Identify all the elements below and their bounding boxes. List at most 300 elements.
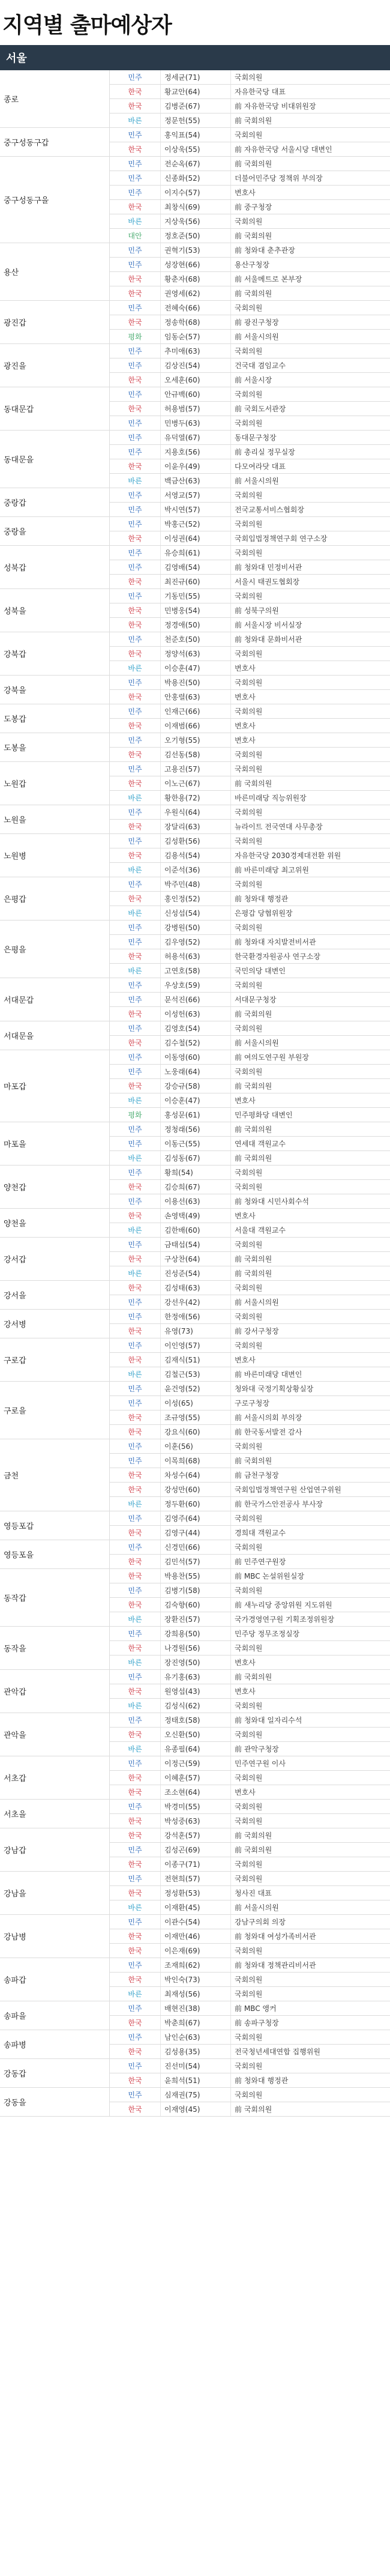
party-cell: 민주 bbox=[110, 1511, 161, 1526]
district-name: 강남갑 bbox=[0, 1828, 110, 1872]
candidate-name: 강승규(58) bbox=[161, 1079, 231, 1093]
candidate-role: 국회의원 bbox=[231, 387, 390, 402]
candidate-role: 동대문구청장 bbox=[231, 431, 390, 445]
candidate-row bbox=[0, 387, 390, 402]
candidate-name: 박주민(48) bbox=[161, 877, 231, 892]
party-cell: 바른 bbox=[110, 1497, 161, 1511]
party-cell: 한국 bbox=[110, 2016, 161, 2030]
candidate-role: 前 여의도연구원 부원장 bbox=[231, 1050, 390, 1065]
party-cell: 민주 bbox=[110, 1454, 161, 1468]
party-cell: 바른 bbox=[110, 474, 161, 488]
district-name: 서대문을 bbox=[0, 1021, 110, 1050]
district-name: 성북을 bbox=[0, 589, 110, 632]
candidate-name: 문석진(66) bbox=[161, 993, 231, 1007]
candidate-role: 국회의원 bbox=[231, 1180, 390, 1194]
candidate-row bbox=[0, 1050, 390, 1065]
party-cell: 한국 bbox=[110, 142, 161, 157]
candidate-name: 박홍근(52) bbox=[161, 517, 231, 531]
candidate-role: 국회의원 bbox=[231, 704, 390, 719]
candidate-name: 이성권(64) bbox=[161, 531, 231, 546]
party-cell: 바른 bbox=[110, 1742, 161, 1756]
candidate-name: 이인영(57) bbox=[161, 1338, 231, 1353]
party-cell: 한국 bbox=[110, 1353, 161, 1367]
candidate-role: 국회의원 bbox=[231, 1281, 390, 1295]
party-cell: 민주 bbox=[110, 921, 161, 935]
candidate-role: 국회의원 bbox=[231, 1728, 390, 1742]
party-cell: 한국 bbox=[110, 373, 161, 387]
candidate-row bbox=[0, 676, 390, 690]
candidate-role: 前 바른미래당 대변인 bbox=[231, 1367, 390, 1382]
district-name: 광진을 bbox=[0, 344, 110, 387]
district-name: 서대문갑 bbox=[0, 978, 110, 1021]
candidate-role: 민주평화당 대변인 bbox=[231, 1108, 390, 1122]
candidate-role: 국회의원 bbox=[231, 1583, 390, 1598]
party-cell: 한국 bbox=[110, 1814, 161, 1828]
party-cell: 한국 bbox=[110, 1641, 161, 1655]
party-cell: 한국 bbox=[110, 618, 161, 632]
party-cell: 민주 bbox=[110, 445, 161, 459]
district-name: 송파을 bbox=[0, 2001, 110, 2030]
candidate-row bbox=[0, 805, 390, 820]
candidate-name: 홍성문(61) bbox=[161, 1108, 231, 1122]
party-cell: 민주 bbox=[110, 805, 161, 820]
candidate-name: 안규백(60) bbox=[161, 387, 231, 402]
candidate-row bbox=[0, 1670, 390, 1684]
candidate-name: 안홍렬(63) bbox=[161, 690, 231, 704]
party-cell: 한국 bbox=[110, 1929, 161, 1944]
candidate-name: 정성환(53) bbox=[161, 1886, 231, 1900]
party-cell: 평화 bbox=[110, 1108, 161, 1122]
party-cell: 민주 bbox=[110, 2059, 161, 2073]
candidate-name: 권영세(62) bbox=[161, 286, 231, 301]
party-cell: 민주 bbox=[110, 1382, 161, 1396]
candidate-role: 청사진 대표 bbox=[231, 1886, 390, 1900]
candidate-row bbox=[0, 488, 390, 503]
party-cell: 바른 bbox=[110, 661, 161, 676]
candidate-role: 국회의원 bbox=[231, 647, 390, 661]
party-cell: 한국 bbox=[110, 603, 161, 618]
candidate-row bbox=[0, 978, 390, 993]
district-name: 강서갑 bbox=[0, 1238, 110, 1281]
party-cell: 민주 bbox=[110, 258, 161, 272]
candidate-name: 최창식(69) bbox=[161, 200, 231, 214]
region-header: 서울 bbox=[0, 45, 390, 70]
candidate-role: 前 국회의원 bbox=[231, 1122, 390, 1137]
party-cell: 민주 bbox=[110, 70, 161, 85]
candidate-name: 장환진(57) bbox=[161, 1612, 231, 1627]
candidate-name: 구상찬(64) bbox=[161, 1252, 231, 1266]
candidate-role: 前 관악구청장 bbox=[231, 1742, 390, 1756]
candidate-name: 김성식(62) bbox=[161, 1699, 231, 1713]
candidate-name: 손영택(49) bbox=[161, 1209, 231, 1223]
party-cell: 한국 bbox=[110, 1598, 161, 1612]
candidate-name: 박용찬(55) bbox=[161, 1569, 231, 1583]
candidate-role: 청와대 국정기획상황실장 bbox=[231, 1382, 390, 1396]
candidate-name: 유승희(61) bbox=[161, 546, 231, 560]
candidate-role: 변호사 bbox=[231, 1655, 390, 1670]
candidate-name: 허용석(63) bbox=[161, 949, 231, 964]
candidate-name: 김상진(54) bbox=[161, 358, 231, 373]
candidate-role: 前 청와대 정책관리비서관 bbox=[231, 1958, 390, 1973]
district-name: 양천갑 bbox=[0, 1166, 110, 1209]
candidate-name: 허용범(57) bbox=[161, 402, 231, 416]
party-cell: 민주 bbox=[110, 503, 161, 517]
party-cell: 한국 bbox=[110, 949, 161, 964]
candidate-row bbox=[0, 70, 390, 85]
party-cell: 민주 bbox=[110, 1915, 161, 1929]
candidate-name: 이은재(69) bbox=[161, 1944, 231, 1958]
party-cell: 민주 bbox=[110, 387, 161, 402]
candidate-role: 국회의원 bbox=[231, 1699, 390, 1713]
candidate-name: 조규영(55) bbox=[161, 1410, 231, 1425]
candidate-role: 국회의원 bbox=[231, 1800, 390, 1814]
candidate-role: 前 중구청장 bbox=[231, 200, 390, 214]
party-cell: 민주 bbox=[110, 978, 161, 993]
candidate-name: 김성곤(69) bbox=[161, 1843, 231, 1857]
party-cell: 민주 bbox=[110, 1872, 161, 1886]
party-cell: 민주 bbox=[110, 935, 161, 949]
district-name: 강북을 bbox=[0, 676, 110, 704]
candidate-role: 前 서울시의원 bbox=[231, 1295, 390, 1310]
candidate-name: 황희(54) bbox=[161, 1166, 231, 1180]
candidate-row bbox=[0, 1713, 390, 1728]
district-name: 노원병 bbox=[0, 834, 110, 877]
candidate-row bbox=[0, 762, 390, 776]
candidate-role: 국회의원 bbox=[231, 978, 390, 993]
party-cell: 한국 bbox=[110, 892, 161, 906]
party-cell: 민주 bbox=[110, 344, 161, 358]
candidate-role: 前 자유한국당 비대위원장 bbox=[231, 99, 390, 113]
candidate-name: 정두환(60) bbox=[161, 1497, 231, 1511]
candidate-row bbox=[0, 1238, 390, 1252]
candidate-role: 건국대 겸임교수 bbox=[231, 358, 390, 373]
candidate-name: 강희용(50) bbox=[161, 1627, 231, 1641]
candidate-role: 한국환경자원공사 연구소장 bbox=[231, 949, 390, 964]
candidate-role: 前 광진구청장 bbox=[231, 315, 390, 330]
candidate-row bbox=[0, 431, 390, 445]
candidate-row bbox=[0, 1511, 390, 1526]
candidate-row bbox=[0, 517, 390, 531]
candidate-row bbox=[0, 1569, 390, 1583]
party-cell: 민주 bbox=[110, 1050, 161, 1065]
candidate-name: 김재식(51) bbox=[161, 1353, 231, 1367]
candidate-role: 국회입법정책연구회 연구소장 bbox=[231, 531, 390, 546]
party-cell: 한국 bbox=[110, 1036, 161, 1050]
party-cell: 민주 bbox=[110, 1194, 161, 1209]
candidate-name: 김성환(56) bbox=[161, 834, 231, 848]
party-cell: 한국 bbox=[110, 820, 161, 834]
party-cell: 민주 bbox=[110, 560, 161, 575]
candidate-row bbox=[0, 1800, 390, 1814]
party-cell: 민주 bbox=[110, 1310, 161, 1324]
candidate-name: 이승훈(47) bbox=[161, 1093, 231, 1108]
district-name: 동대문을 bbox=[0, 431, 110, 488]
candidate-name: 장달리(63) bbox=[161, 820, 231, 834]
candidate-role: 다모여라닷 대표 bbox=[231, 459, 390, 474]
candidate-row bbox=[0, 921, 390, 935]
party-cell: 바른 bbox=[110, 1151, 161, 1166]
candidate-name: 홍익표(54) bbox=[161, 128, 231, 142]
candidate-role: 前 국회도서관장 bbox=[231, 402, 390, 416]
candidate-row bbox=[0, 834, 390, 848]
candidate-role: 전국교통서비스협회장 bbox=[231, 503, 390, 517]
party-cell: 한국 bbox=[110, 286, 161, 301]
candidate-role: 국회의원 bbox=[231, 1641, 390, 1655]
candidate-role: 前 서울메트로 본부장 bbox=[231, 272, 390, 286]
candidate-name: 이재범(66) bbox=[161, 719, 231, 733]
party-cell: 민주 bbox=[110, 1756, 161, 1771]
party-cell: 민주 bbox=[110, 1670, 161, 1684]
candidate-role: 변호사 bbox=[231, 733, 390, 748]
candidate-role: 前 서울시의회 부의장 bbox=[231, 1410, 390, 1425]
candidate-role: 국회의원 bbox=[231, 1338, 390, 1353]
party-cell: 한국 bbox=[110, 1886, 161, 1900]
party-cell: 민주 bbox=[110, 546, 161, 560]
candidate-role: 前 국회의원 bbox=[231, 157, 390, 171]
district-name: 은평갑 bbox=[0, 877, 110, 921]
candidate-name: 유영(73) bbox=[161, 1324, 231, 1338]
candidate-role: 국회의원 bbox=[231, 1065, 390, 1079]
district-name: 영등포을 bbox=[0, 1540, 110, 1569]
candidate-role: 前 총리실 정무실장 bbox=[231, 445, 390, 459]
party-cell: 바른 bbox=[110, 1093, 161, 1108]
district-name: 송파갑 bbox=[0, 1958, 110, 2001]
party-cell: 바른 bbox=[110, 1900, 161, 1915]
candidate-role: 변호사 bbox=[231, 1209, 390, 1223]
candidate-name: 이성헌(63) bbox=[161, 1007, 231, 1021]
party-cell: 민주 bbox=[110, 128, 161, 142]
candidate-name: 백금산(63) bbox=[161, 474, 231, 488]
candidate-name: 강선우(42) bbox=[161, 1295, 231, 1310]
candidate-name: 박시연(57) bbox=[161, 503, 231, 517]
candidate-row bbox=[0, 1958, 390, 1973]
party-cell: 민주 bbox=[110, 1627, 161, 1641]
candidate-row bbox=[0, 2001, 390, 2016]
party-cell: 민주 bbox=[110, 416, 161, 431]
candidate-role: 前 성북구의원 bbox=[231, 603, 390, 618]
party-cell: 바른 bbox=[110, 1223, 161, 1238]
candidate-role: 국회의원 bbox=[231, 488, 390, 503]
district-name: 강동을 bbox=[0, 2088, 110, 2117]
district-name: 관악을 bbox=[0, 1713, 110, 1756]
candidate-role: 국회의원 bbox=[231, 1857, 390, 1872]
district-name: 관악갑 bbox=[0, 1670, 110, 1713]
candidate-name: 박성중(63) bbox=[161, 1814, 231, 1828]
candidate-name: 원영섭(43) bbox=[161, 1684, 231, 1699]
party-cell: 한국 bbox=[110, 85, 161, 99]
candidate-name: 김영구(44) bbox=[161, 1526, 231, 1540]
candidate-role: 국가경영연구원 기획조정위원장 bbox=[231, 1612, 390, 1627]
candidate-role: 국회의원 bbox=[231, 546, 390, 560]
party-cell: 한국 bbox=[110, 1425, 161, 1439]
candidate-role: 국회의원 bbox=[231, 301, 390, 315]
candidate-role: 前 국회의원 bbox=[231, 1454, 390, 1468]
party-cell: 민주 bbox=[110, 1137, 161, 1151]
party-cell: 민주 bbox=[110, 1800, 161, 1814]
party-cell: 한국 bbox=[110, 1857, 161, 1872]
party-cell: 민주 bbox=[110, 1396, 161, 1410]
party-cell: 한국 bbox=[110, 848, 161, 863]
district-name: 강서을 bbox=[0, 1281, 110, 1310]
candidate-row bbox=[0, 877, 390, 892]
candidate-role: 前 국회의원 bbox=[231, 776, 390, 791]
party-cell: 한국 bbox=[110, 1973, 161, 1987]
candidate-role: 국회의원 bbox=[231, 344, 390, 358]
district-name: 광진갑 bbox=[0, 301, 110, 344]
party-cell: 한국 bbox=[110, 776, 161, 791]
candidate-row bbox=[0, 1382, 390, 1396]
candidate-row bbox=[0, 1122, 390, 1137]
candidate-name: 정청래(56) bbox=[161, 1122, 231, 1137]
candidate-name: 박춘희(67) bbox=[161, 2016, 231, 2030]
party-cell: 한국 bbox=[110, 1569, 161, 1583]
candidate-name: 정송학(68) bbox=[161, 315, 231, 330]
candidate-name: 정문헌(55) bbox=[161, 113, 231, 128]
candidate-role: 前 청와대 행정관 bbox=[231, 892, 390, 906]
candidate-row bbox=[0, 2030, 390, 2045]
candidate-row bbox=[0, 1338, 390, 1353]
district-name: 동작갑 bbox=[0, 1569, 110, 1627]
candidate-role: 前 국회의원 bbox=[231, 229, 390, 243]
party-cell: 한국 bbox=[110, 1281, 161, 1295]
candidate-name: 권혁기(53) bbox=[161, 243, 231, 258]
party-cell: 한국 bbox=[110, 315, 161, 330]
candidate-role: 국회의원 bbox=[231, 921, 390, 935]
district-name: 용산 bbox=[0, 243, 110, 301]
candidate-role: 국회의원 bbox=[231, 2030, 390, 2045]
party-cell: 바른 bbox=[110, 791, 161, 805]
candidate-role: 前 국회의원 bbox=[231, 113, 390, 128]
candidate-name: 기동민(55) bbox=[161, 589, 231, 603]
party-cell: 한국 bbox=[110, 1944, 161, 1958]
candidate-name: 나경원(56) bbox=[161, 1641, 231, 1655]
district-name: 도봉갑 bbox=[0, 704, 110, 733]
candidate-role: 국회의원 bbox=[231, 517, 390, 531]
candidate-name: 전순옥(67) bbox=[161, 157, 231, 171]
district-name: 은평을 bbox=[0, 921, 110, 978]
candidate-role: 前 서울시장 bbox=[231, 373, 390, 387]
party-cell: 민주 bbox=[110, 762, 161, 776]
party-cell: 민주 bbox=[110, 186, 161, 200]
candidate-name: 임동순(57) bbox=[161, 330, 231, 344]
party-cell: 민주 bbox=[110, 488, 161, 503]
candidate-name: 강석훈(57) bbox=[161, 1828, 231, 1843]
candidate-name: 김한배(60) bbox=[161, 1223, 231, 1238]
party-cell: 한국 bbox=[110, 1209, 161, 1223]
candidate-name: 지용호(56) bbox=[161, 445, 231, 459]
candidate-name: 최재성(56) bbox=[161, 1987, 231, 2001]
party-cell: 민주 bbox=[110, 632, 161, 647]
candidate-role: 국회의원 bbox=[231, 70, 390, 85]
party-cell: 한국 bbox=[110, 272, 161, 286]
party-cell: 한국 bbox=[110, 1728, 161, 1742]
candidate-role: 연세대 객원교수 bbox=[231, 1137, 390, 1151]
candidate-role: 강남구의회 의장 bbox=[231, 1915, 390, 1929]
candidate-role: 국회의원 bbox=[231, 877, 390, 892]
candidate-name: 김용석(54) bbox=[161, 848, 231, 863]
candidate-role: 前 청와대 시민사회수석 bbox=[231, 1194, 390, 1209]
party-cell: 민주 bbox=[110, 1843, 161, 1857]
candidate-row bbox=[0, 1627, 390, 1641]
candidate-name: 윤희석(51) bbox=[161, 2073, 231, 2088]
candidate-role: 前 국회의원 bbox=[231, 1079, 390, 1093]
district-name: 중구성동구을 bbox=[0, 157, 110, 243]
party-cell: 민주 bbox=[110, 1958, 161, 1973]
candidate-name: 박용진(50) bbox=[161, 676, 231, 690]
district-name: 강동갑 bbox=[0, 2059, 110, 2088]
candidate-role: 前 국회의원 bbox=[231, 1252, 390, 1266]
party-cell: 바른 bbox=[110, 1699, 161, 1713]
party-cell: 한국 bbox=[110, 1410, 161, 1425]
candidate-role: 변호사 bbox=[231, 1785, 390, 1800]
candidate-name: 전혜숙(66) bbox=[161, 301, 231, 315]
candidate-role: 자유한국당 대표 bbox=[231, 85, 390, 99]
candidate-name: 김선동(58) bbox=[161, 748, 231, 762]
candidate-role: 前 MBC 논설위원실장 bbox=[231, 1569, 390, 1583]
party-cell: 민주 bbox=[110, 2088, 161, 2102]
candidate-role: 변호사 bbox=[231, 1353, 390, 1367]
candidate-role: 국회의원 bbox=[231, 2059, 390, 2073]
candidate-row bbox=[0, 704, 390, 719]
candidate-name: 이목희(68) bbox=[161, 1454, 231, 1468]
party-cell: 민주 bbox=[110, 1065, 161, 1079]
candidate-name: 이동근(55) bbox=[161, 1137, 231, 1151]
candidate-role: 前 국회의원 bbox=[231, 286, 390, 301]
candidate-name: 지상욱(56) bbox=[161, 214, 231, 229]
party-cell: 민주 bbox=[110, 1122, 161, 1137]
candidate-role: 서대문구청장 bbox=[231, 993, 390, 1007]
candidate-name: 최진규(60) bbox=[161, 575, 231, 589]
candidate-role: 前 국회의원 bbox=[231, 1670, 390, 1684]
candidate-role: 용산구청장 bbox=[231, 258, 390, 272]
candidate-role: 前 국회의원 bbox=[231, 1007, 390, 1021]
party-cell: 바른 bbox=[110, 964, 161, 978]
party-cell: 한국 bbox=[110, 2045, 161, 2059]
party-cell: 민주 bbox=[110, 2030, 161, 2045]
candidate-name: 황한용(72) bbox=[161, 791, 231, 805]
party-cell: 민주 bbox=[110, 1713, 161, 1728]
district-name: 동작을 bbox=[0, 1627, 110, 1670]
candidate-row bbox=[0, 1281, 390, 1295]
party-cell: 민주 bbox=[110, 358, 161, 373]
candidate-name: 김병준(67) bbox=[161, 99, 231, 113]
party-cell: 민주 bbox=[110, 733, 161, 748]
candidate-name: 남인순(63) bbox=[161, 2030, 231, 2045]
party-cell: 민주 bbox=[110, 171, 161, 186]
party-cell: 민주 bbox=[110, 157, 161, 171]
candidate-role: 前 청와대 자치발전비서관 bbox=[231, 935, 390, 949]
district-name: 강서병 bbox=[0, 1310, 110, 1338]
candidate-role: 국회의원 bbox=[231, 1166, 390, 1180]
district-name: 영등포갑 bbox=[0, 1511, 110, 1540]
party-cell: 한국 bbox=[110, 647, 161, 661]
candidate-name: 김성동(67) bbox=[161, 1151, 231, 1166]
candidate-role: 국회의원 bbox=[231, 1814, 390, 1828]
party-cell: 한국 bbox=[110, 1483, 161, 1497]
candidate-role: 전국청년세대연합 집행위원 bbox=[231, 2045, 390, 2059]
candidate-role: 국회의원 bbox=[231, 1021, 390, 1036]
candidate-role: 국회의원 bbox=[231, 214, 390, 229]
candidate-name: 이용선(63) bbox=[161, 1194, 231, 1209]
candidate-role: 前 청와대 행정관 bbox=[231, 2073, 390, 2088]
district-name: 양천을 bbox=[0, 1209, 110, 1238]
party-cell: 민주 bbox=[110, 1583, 161, 1598]
candidate-name: 김철근(53) bbox=[161, 1367, 231, 1382]
candidate-role: 국회의원 bbox=[231, 416, 390, 431]
district-name: 강북갑 bbox=[0, 632, 110, 676]
district-name: 노원을 bbox=[0, 805, 110, 834]
candidate-row bbox=[0, 1540, 390, 1555]
